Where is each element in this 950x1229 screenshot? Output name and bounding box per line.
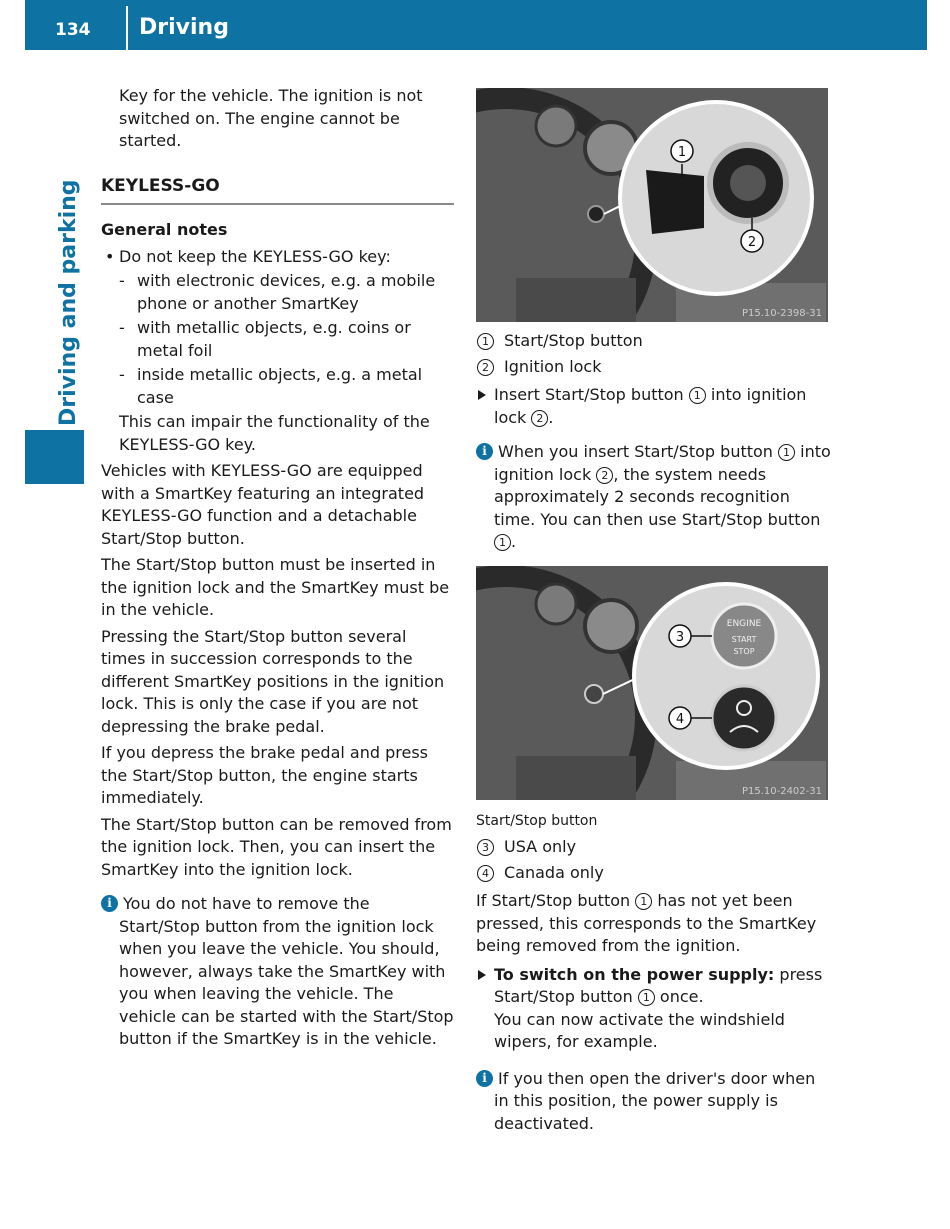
action-text: once. [659,987,704,1006]
info-text: into ignition lock [494,442,831,484]
callout-number: 4 [477,865,494,882]
action-text: into ignition lock [494,385,807,427]
figure-code: P15.10-2398-31 [741,308,822,319]
info-text: . [511,532,517,551]
bullet-note: This can impair the functionality of the KEYLESS-GO key. [119,412,430,454]
subheading: General notes [101,220,228,239]
info-icon: i [476,1070,493,1087]
info-note [476,1068,831,1136]
callout-number: 2 [596,467,613,484]
section-heading: KEYLESS-GO [101,175,454,206]
side-tab-marker [25,430,84,484]
engine-button-label: ENGINE [726,618,762,629]
figure-callout: 1 [677,145,687,160]
legend-item [476,836,831,859]
legend-text: Canada only [504,862,604,882]
left-column [101,85,454,1051]
side-tab-label: Driving and parking [56,179,81,426]
start-stop-illustration [476,566,828,800]
right-column [476,88,831,1135]
ignition-lock-figure [476,88,828,322]
legend-item [476,862,831,885]
info-icon: i [101,895,118,912]
callout-number: 3 [477,839,494,856]
callout-number: 1 [778,444,795,461]
action-step [476,384,831,429]
callout-number: 2 [531,410,548,427]
paragraph: Pressing the Start/Stop button several times in succession corresponds to the different SmartKey positions in the ignition lock. This is only the case if you are not depressing the brake pedal. [101,626,445,736]
callout-number: 2 [477,359,494,376]
chapter-title: Driving [139,15,229,40]
legend-text: USA only [504,837,577,856]
engine-button-label: START [731,634,757,644]
info-text: You do not have to remove the Start/Stop button from the ignition lock when you leave the vehicle. You should, however, always take the SmartKey with you when leaving the vehicle. The vehicle can be started with the Start/Stop button if the SmartKey is in the vehicle. [119,894,454,1048]
paragraph-text: If Start/Stop button [476,891,631,910]
header-divider [126,6,128,50]
paragraph: If you depress the brake pedal and press the Start/Stop button, the engine starts immediately. [101,743,428,807]
bullet-item: • Do not keep the KEYLESS-GO key: [101,246,454,269]
info-text: When you insert Start/Stop button [498,442,773,461]
dash-item: - inside metallic objects, e.g. a metal case [101,364,454,409]
legend-text: Ignition lock [504,356,602,376]
legend-text: Start/Stop button [504,331,643,350]
intro-text: Key for the vehicle. The ignition is not switched on. The engine cannot be started. [119,86,423,150]
legend-item [476,356,831,379]
engine-button-label: STOP [733,646,755,656]
figure-callout: 4 [675,711,685,727]
dash-item: - with metallic objects, e.g. coins or metal foil [101,317,454,362]
paragraph-text: has not yet been pressed, this corresponds to the SmartKey being removed from the ignition. [476,891,817,955]
action-text: . [548,407,554,427]
info-text: If you then open the driver's door when in this position, the power supply is deactivated. [494,1068,816,1133]
legend-item [476,330,831,353]
callout-number: 1 [638,989,655,1006]
action-text: press Start/Stop button [494,964,823,1006]
paragraph: The Start/Stop button must be inserted in the ignition lock and the SmartKey must be in the vehicle. [101,555,450,619]
ignition-lock-illustration [476,88,828,322]
info-text: , the system needs approximately 2 seconds recognition time. You can then use Start/Stop button [494,464,821,529]
figure-callout: 3 [675,629,685,645]
action-text: Insert Start/Stop button [494,385,684,404]
paragraph [476,890,831,958]
dash-item: - with electronic devices, e.g. a mobile phone or another SmartKey [101,270,454,315]
action-step [476,964,831,1054]
page-header [25,0,927,50]
info-note [101,893,454,1051]
action-heading: To switch on the power supply: [494,964,775,984]
callout-number: 1 [635,893,652,910]
paragraph: Vehicles with KEYLESS-GO are equipped with a SmartKey featuring an integrated KEYLESS-GO function and a detachable Start/Stop button. [101,461,425,548]
callout-number: 1 [477,333,494,350]
figure-caption: Start/Stop button [476,812,598,829]
figure-callout: 2 [747,235,757,250]
page-number: 134 [55,20,91,40]
callout-number: 1 [494,534,511,551]
info-note [476,441,831,554]
action-result: You can now activate the windshield wipers, for example. [494,1009,785,1051]
callout-number: 1 [689,387,706,404]
start-stop-figure [476,566,828,800]
paragraph: The Start/Stop button can be removed from the ignition lock. Then, you can insert the SmartKey into the ignition lock. [101,814,452,879]
figure-code: P15.10-2402-31 [741,785,822,797]
info-icon: i [476,443,493,460]
